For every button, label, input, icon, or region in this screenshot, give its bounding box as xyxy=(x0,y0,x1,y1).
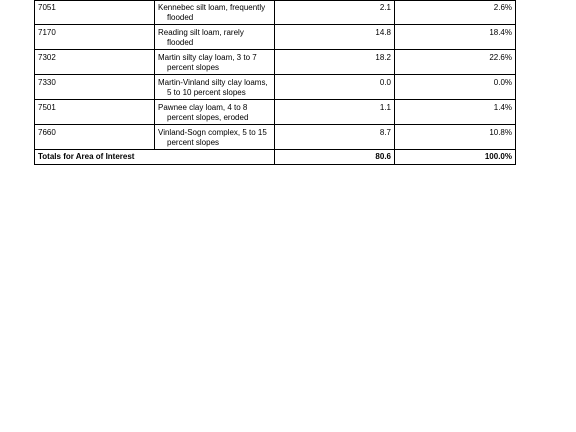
map-unit-symbol: 7330 xyxy=(35,75,155,100)
acres-in-aoi: 8.7 xyxy=(275,125,395,150)
map-unit-symbol: 7501 xyxy=(35,100,155,125)
percent-of-aoi: 2.6% xyxy=(395,1,516,25)
soil-map-unit-table xyxy=(34,0,516,165)
percent-of-aoi: 0.0% xyxy=(395,75,516,100)
map-unit-name xyxy=(155,1,275,25)
totals-acres: 80.6 xyxy=(275,150,395,165)
map-unit-name xyxy=(155,75,275,100)
map-unit-name xyxy=(155,125,275,150)
totals-percent: 100.0% xyxy=(395,150,516,165)
map-unit-name-line2: percent slopes xyxy=(167,63,220,72)
map-unit-name-line1: Kennebec silt loam, frequently xyxy=(158,3,266,12)
map-unit-name-line2: percent slopes, eroded xyxy=(167,113,249,122)
acres-in-aoi: 14.8 xyxy=(275,25,395,50)
acres-in-aoi: 0.0 xyxy=(275,75,395,100)
map-unit-name-line2: flooded xyxy=(167,38,194,47)
totals-label: Totals for Area of Interest xyxy=(35,150,275,165)
percent-of-aoi: 1.4% xyxy=(395,100,516,125)
map-unit-name-line2: percent slopes xyxy=(167,138,220,147)
map-unit-name-line1: Reading silt loam, rarely xyxy=(158,28,244,37)
table-row xyxy=(35,1,516,25)
acres-in-aoi: 1.1 xyxy=(275,100,395,125)
percent-of-aoi: 22.6% xyxy=(395,50,516,75)
map-unit-name-line1: Vinland-Sogn complex, 5 to 15 xyxy=(158,128,267,137)
map-unit-name-line1: Martin-Vinland silty clay loams, xyxy=(158,78,268,87)
acres-in-aoi: 18.2 xyxy=(275,50,395,75)
percent-of-aoi: 18.4% xyxy=(395,25,516,50)
map-unit-name xyxy=(155,50,275,75)
map-unit-symbol: 7170 xyxy=(35,25,155,50)
table-row xyxy=(35,75,516,100)
map-unit-name xyxy=(155,25,275,50)
table-row xyxy=(35,50,516,75)
map-unit-name-line2: flooded xyxy=(167,13,194,22)
totals-row xyxy=(35,150,516,165)
acres-in-aoi: 2.1 xyxy=(275,1,395,25)
map-unit-name xyxy=(155,100,275,125)
map-unit-name-line1: Pawnee clay loam, 4 to 8 xyxy=(158,103,248,112)
table-row xyxy=(35,100,516,125)
map-unit-symbol: 7660 xyxy=(35,125,155,150)
map-unit-symbol: 7051 xyxy=(35,1,155,25)
table-row xyxy=(35,125,516,150)
map-unit-name-line2: 5 to 10 percent slopes xyxy=(167,88,246,97)
map-unit-symbol: 7302 xyxy=(35,50,155,75)
percent-of-aoi: 10.8% xyxy=(395,125,516,150)
map-unit-name-line1: Martin silty clay loam, 3 to 7 xyxy=(158,53,257,62)
table-row xyxy=(35,25,516,50)
